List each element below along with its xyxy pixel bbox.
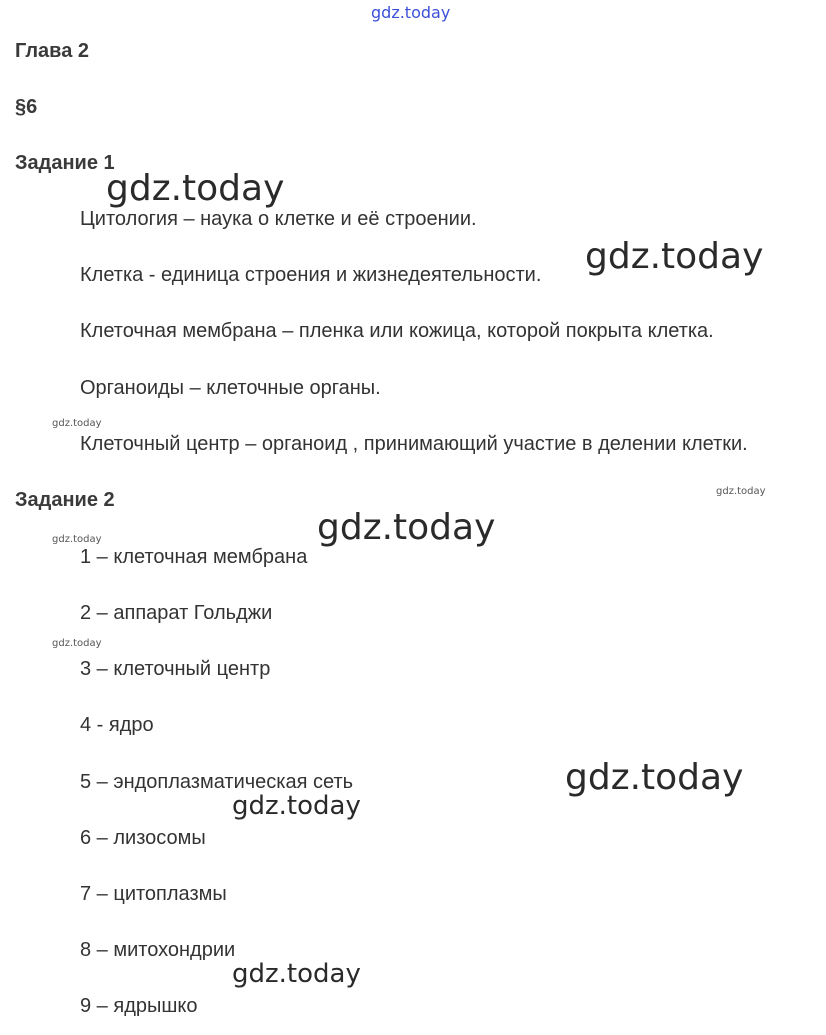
task2-title: Задание 2	[15, 489, 115, 511]
task2-line: 5 – эндоплазматическая сеть	[80, 771, 354, 793]
task1-line: Цитология – наука о клетке и её строении.	[80, 208, 477, 230]
task1-line: Клеточный центр – органоид , принимающий участие в делении клетки.	[80, 433, 748, 455]
chapter-title: Глава 2	[15, 40, 90, 62]
watermark-top: gdz.today	[371, 3, 451, 22]
task2-line: 4 - ядро	[80, 714, 154, 736]
task2-line: 7 – цитоплазмы	[80, 883, 227, 905]
paragraph-title: §6	[15, 96, 38, 118]
watermark: gdz.today	[232, 959, 361, 989]
task2-line: 3 – клеточный центр	[80, 658, 271, 680]
task2-line: 6 – лизосомы	[80, 827, 206, 849]
watermark: gdz.today	[317, 507, 496, 548]
watermark: gdz.today	[232, 791, 361, 821]
watermark: gdz.today	[565, 757, 744, 798]
task1-line: Клетка - единица строения и жизнедеятельности.	[80, 264, 542, 286]
task1-line: Органоиды – клеточные органы.	[80, 377, 381, 399]
task1-title: Задание 1	[15, 152, 115, 174]
watermark: gdz.today	[52, 418, 102, 429]
watermark: gdz.today	[585, 236, 764, 277]
watermark: gdz.today	[716, 486, 766, 497]
watermark: gdz.today	[52, 534, 102, 545]
task2-line: 8 – митохондрии	[80, 939, 236, 961]
task2-line: 1 – клеточная мембрана	[80, 546, 308, 568]
watermark: gdz.today	[52, 638, 102, 649]
task2-line: 2 – аппарат Гольджи	[80, 602, 273, 624]
watermark: gdz.today	[106, 168, 285, 209]
task1-line: Клеточная мембрана – пленка или кожица, которой покрыта клетка.	[80, 320, 714, 342]
task2-line: 9 – ядрышко	[80, 995, 198, 1017]
